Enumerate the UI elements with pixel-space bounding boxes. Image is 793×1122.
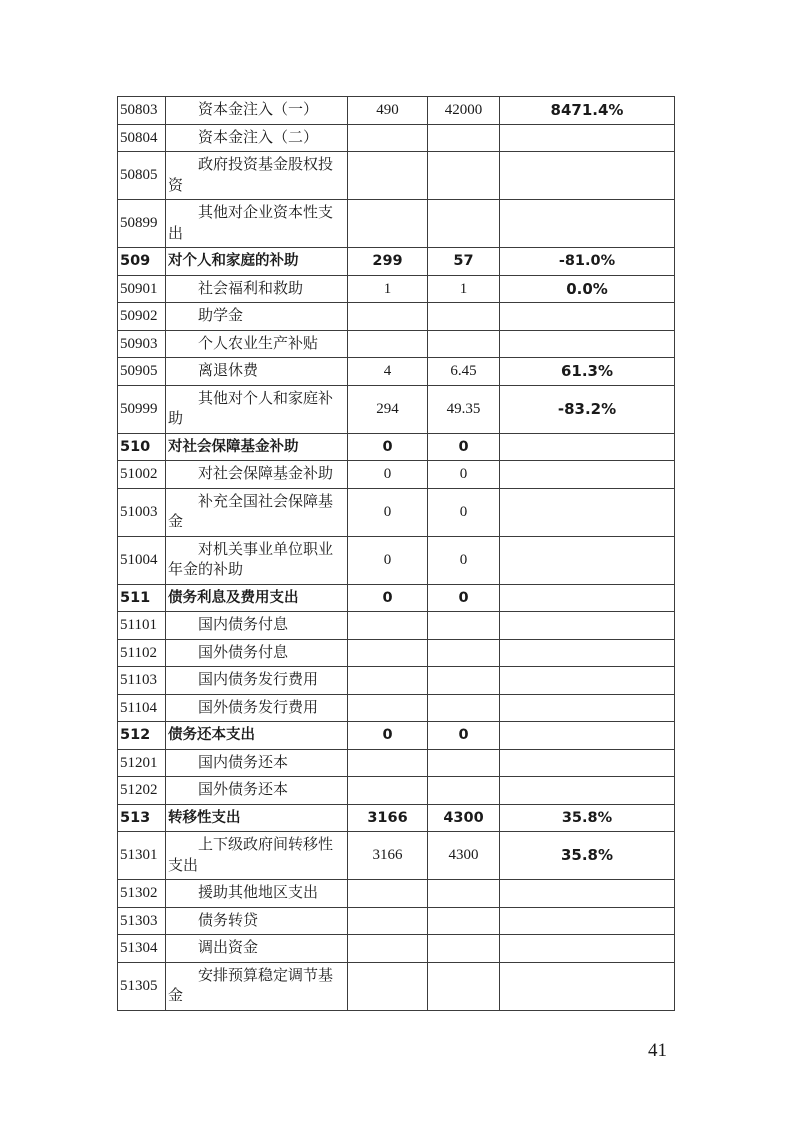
amount-1-cell	[348, 667, 428, 695]
table-row	[118, 804, 675, 832]
table-row	[118, 97, 675, 125]
table-row	[118, 639, 675, 667]
code-cell: 51201	[118, 749, 166, 777]
amount-2-cell	[428, 694, 500, 722]
amount-1-cell: 1	[348, 275, 428, 303]
amount-1-cell	[348, 935, 428, 963]
table-row	[118, 385, 675, 433]
change-percent-cell	[500, 880, 675, 908]
amount-2-cell: 57	[428, 248, 500, 276]
code-cell: 50902	[118, 303, 166, 331]
item-name-cell: 资本金注入（二）	[166, 124, 348, 152]
table-row	[118, 358, 675, 386]
amount-2-cell	[428, 962, 500, 1010]
change-percent-cell	[500, 777, 675, 805]
item-name-cell: 资本金注入（一）	[166, 97, 348, 125]
amount-2-cell: 0	[428, 722, 500, 750]
amount-1-cell	[348, 330, 428, 358]
change-percent-cell	[500, 330, 675, 358]
amount-1-cell	[348, 152, 428, 200]
change-percent-cell	[500, 433, 675, 461]
amount-2-cell	[428, 200, 500, 248]
amount-1-cell	[348, 962, 428, 1010]
amount-2-cell: 49.35	[428, 385, 500, 433]
change-percent-cell	[500, 749, 675, 777]
amount-2-cell: 6.45	[428, 358, 500, 386]
item-name-cell: 国内债务还本	[166, 749, 348, 777]
amount-2-cell: 4300	[428, 832, 500, 880]
item-name-cell: 国外债务付息	[166, 639, 348, 667]
table-row	[118, 124, 675, 152]
amount-1-cell	[348, 303, 428, 331]
item-name-cell: 对个人和家庭的补助	[166, 248, 348, 276]
table-row	[118, 962, 675, 1010]
change-percent-cell	[500, 694, 675, 722]
amount-1-cell	[348, 612, 428, 640]
amount-2-cell: 0	[428, 584, 500, 612]
amount-1-cell: 3166	[348, 804, 428, 832]
amount-2-cell	[428, 880, 500, 908]
item-name-cell: 对社会保障基金补助	[166, 461, 348, 489]
amount-1-cell: 0	[348, 433, 428, 461]
amount-1-cell: 3166	[348, 832, 428, 880]
code-cell: 51104	[118, 694, 166, 722]
code-cell: 50804	[118, 124, 166, 152]
amount-2-cell	[428, 124, 500, 152]
amount-1-cell	[348, 200, 428, 248]
change-percent-cell	[500, 962, 675, 1010]
amount-2-cell: 0	[428, 488, 500, 536]
amount-1-cell	[348, 777, 428, 805]
change-percent-cell	[500, 152, 675, 200]
code-cell: 50805	[118, 152, 166, 200]
table-row	[118, 612, 675, 640]
change-percent-cell	[500, 612, 675, 640]
amount-2-cell: 0	[428, 536, 500, 584]
item-name-cell: 国内债务发行费用	[166, 667, 348, 695]
code-cell: 50803	[118, 97, 166, 125]
change-percent-cell	[500, 200, 675, 248]
table-row	[118, 749, 675, 777]
change-percent-cell	[500, 935, 675, 963]
amount-1-cell	[348, 907, 428, 935]
change-percent-cell: -81.0%	[500, 248, 675, 276]
item-name-cell: 个人农业生产补贴	[166, 330, 348, 358]
amount-1-cell: 0	[348, 722, 428, 750]
amount-2-cell	[428, 612, 500, 640]
change-percent-cell	[500, 124, 675, 152]
change-percent-cell: -83.2%	[500, 385, 675, 433]
amount-1-cell: 4	[348, 358, 428, 386]
amount-1-cell	[348, 880, 428, 908]
table-row	[118, 303, 675, 331]
item-name-cell: 政府投资基金股权投资	[166, 152, 348, 200]
amount-2-cell	[428, 303, 500, 331]
item-name-cell: 调出资金	[166, 935, 348, 963]
table-body	[118, 97, 675, 1011]
table-row	[118, 935, 675, 963]
page-number: 41	[648, 1040, 667, 1061]
code-cell: 51101	[118, 612, 166, 640]
item-name-cell: 补充全国社会保障基金	[166, 488, 348, 536]
budget-table	[117, 96, 675, 1011]
change-percent-cell: 35.8%	[500, 832, 675, 880]
code-cell: 51305	[118, 962, 166, 1010]
code-cell: 51302	[118, 880, 166, 908]
item-name-cell: 其他对个人和家庭补助	[166, 385, 348, 433]
item-name-cell: 转移性支出	[166, 804, 348, 832]
change-percent-cell	[500, 639, 675, 667]
code-cell: 513	[118, 804, 166, 832]
change-percent-cell: 8471.4%	[500, 97, 675, 125]
amount-2-cell: 0	[428, 433, 500, 461]
item-name-cell: 上下级政府间转移性支出	[166, 832, 348, 880]
amount-2-cell: 42000	[428, 97, 500, 125]
code-cell: 51301	[118, 832, 166, 880]
table-row	[118, 907, 675, 935]
amount-2-cell: 0	[428, 461, 500, 489]
change-percent-cell	[500, 536, 675, 584]
item-name-cell: 债务利息及费用支出	[166, 584, 348, 612]
change-percent-cell: 61.3%	[500, 358, 675, 386]
amount-2-cell	[428, 667, 500, 695]
item-name-cell: 社会福利和救助	[166, 275, 348, 303]
code-cell: 51102	[118, 639, 166, 667]
code-cell: 51202	[118, 777, 166, 805]
change-percent-cell: 35.8%	[500, 804, 675, 832]
table-row	[118, 248, 675, 276]
amount-1-cell: 294	[348, 385, 428, 433]
table-row	[118, 200, 675, 248]
change-percent-cell: 0.0%	[500, 275, 675, 303]
item-name-cell: 离退休费	[166, 358, 348, 386]
amount-1-cell: 0	[348, 488, 428, 536]
code-cell: 512	[118, 722, 166, 750]
change-percent-cell	[500, 461, 675, 489]
code-cell: 51103	[118, 667, 166, 695]
amount-1-cell	[348, 124, 428, 152]
amount-2-cell	[428, 639, 500, 667]
table-row	[118, 461, 675, 489]
item-name-cell: 对机关事业单位职业年金的补助	[166, 536, 348, 584]
item-name-cell: 债务还本支出	[166, 722, 348, 750]
change-percent-cell	[500, 722, 675, 750]
amount-1-cell	[348, 749, 428, 777]
table-row	[118, 832, 675, 880]
table-row	[118, 433, 675, 461]
code-cell: 509	[118, 248, 166, 276]
item-name-cell: 对社会保障基金补助	[166, 433, 348, 461]
table-row	[118, 536, 675, 584]
code-cell: 50903	[118, 330, 166, 358]
amount-2-cell: 4300	[428, 804, 500, 832]
table-row	[118, 667, 675, 695]
amount-2-cell	[428, 749, 500, 777]
code-cell: 51304	[118, 935, 166, 963]
item-name-cell: 安排预算稳定调节基金	[166, 962, 348, 1010]
item-name-cell: 助学金	[166, 303, 348, 331]
code-cell: 50899	[118, 200, 166, 248]
amount-2-cell	[428, 330, 500, 358]
amount-2-cell	[428, 777, 500, 805]
amount-2-cell	[428, 935, 500, 963]
amount-2-cell: 1	[428, 275, 500, 303]
table-row	[118, 880, 675, 908]
table-row	[118, 584, 675, 612]
item-name-cell: 援助其他地区支出	[166, 880, 348, 908]
amount-1-cell: 0	[348, 461, 428, 489]
code-cell: 50999	[118, 385, 166, 433]
table-row	[118, 152, 675, 200]
code-cell: 50905	[118, 358, 166, 386]
change-percent-cell	[500, 667, 675, 695]
amount-1-cell: 299	[348, 248, 428, 276]
item-name-cell: 国外债务发行费用	[166, 694, 348, 722]
table-row	[118, 275, 675, 303]
table-row	[118, 722, 675, 750]
code-cell: 51003	[118, 488, 166, 536]
code-cell: 511	[118, 584, 166, 612]
code-cell: 51303	[118, 907, 166, 935]
table-row	[118, 694, 675, 722]
table-row	[118, 777, 675, 805]
change-percent-cell	[500, 584, 675, 612]
item-name-cell: 债务转贷	[166, 907, 348, 935]
amount-2-cell	[428, 152, 500, 200]
amount-1-cell	[348, 639, 428, 667]
change-percent-cell	[500, 488, 675, 536]
code-cell: 51004	[118, 536, 166, 584]
table-row	[118, 330, 675, 358]
code-cell: 50901	[118, 275, 166, 303]
code-cell: 510	[118, 433, 166, 461]
amount-1-cell: 0	[348, 536, 428, 584]
amount-1-cell: 0	[348, 584, 428, 612]
item-name-cell: 国内债务付息	[166, 612, 348, 640]
change-percent-cell	[500, 303, 675, 331]
amount-1-cell: 490	[348, 97, 428, 125]
table-row	[118, 488, 675, 536]
item-name-cell: 其他对企业资本性支出	[166, 200, 348, 248]
code-cell: 51002	[118, 461, 166, 489]
amount-2-cell	[428, 907, 500, 935]
item-name-cell: 国外债务还本	[166, 777, 348, 805]
amount-1-cell	[348, 694, 428, 722]
change-percent-cell	[500, 907, 675, 935]
